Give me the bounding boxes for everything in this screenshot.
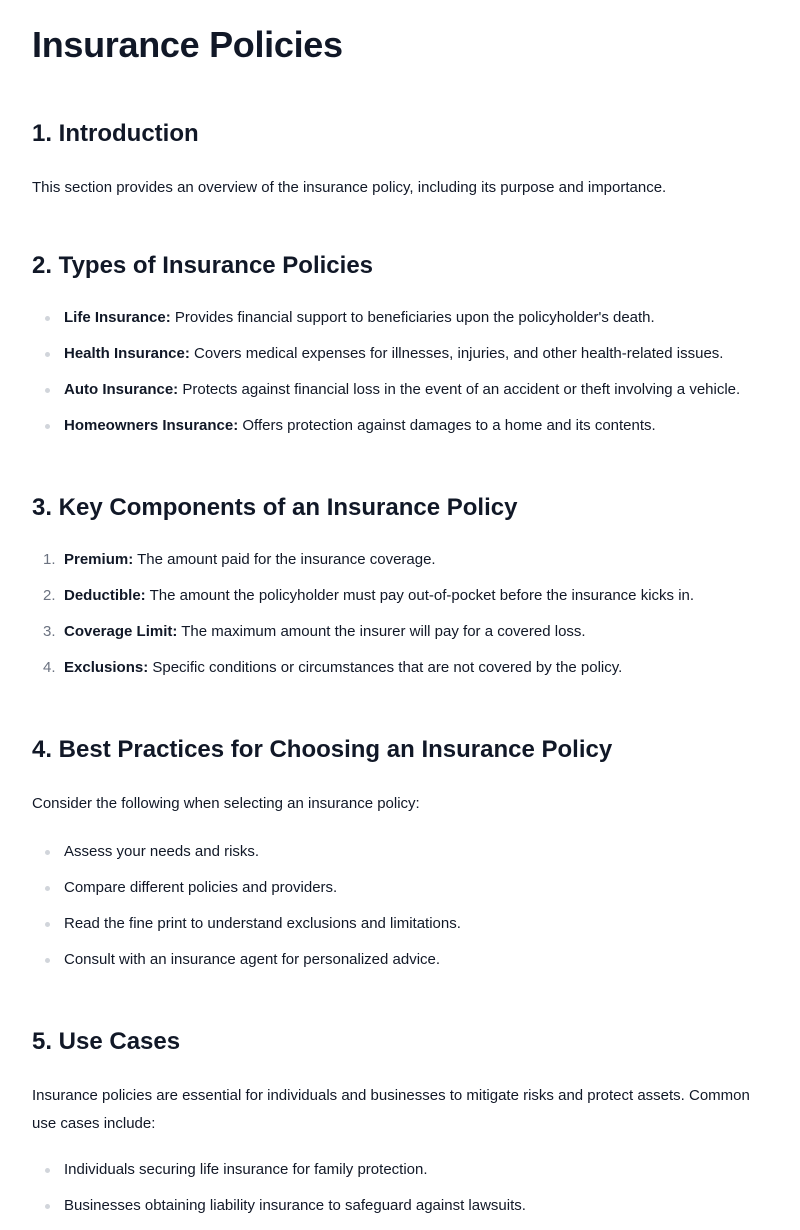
list-item: Read the fine print to understand exclusions and limitations. (32, 912, 768, 948)
list-item (32, 306, 768, 342)
list-item (32, 378, 768, 414)
list-item-number: 1. (43, 551, 56, 568)
list-item-desc: Provides financial support to beneficiaries upon the policyholder's death. (170, 309, 655, 326)
list-item: Individuals securing life insurance for family protection. (32, 1158, 768, 1194)
list-item-desc: The amount the policyholder must pay out-of-pocket before the insurance kicks in. (145, 587, 695, 604)
section-heading-best-practices: 4. Best Practices for Choosing an Insurance Policy (32, 736, 613, 763)
list-item-desc: Specific conditions or circumstances that are not covered by the policy. (148, 659, 623, 676)
list-item-term: Auto Insurance: (64, 381, 179, 398)
list-item-desc: Protects against financial loss in the event of an accident or theft involving a vehicle. (178, 381, 741, 398)
list-item: Consult with an insurance agent for personalized advice. (32, 948, 768, 984)
list-item (32, 584, 768, 620)
list-item-term: Coverage Limit: (64, 623, 178, 640)
list-item-number: 4. (43, 659, 56, 676)
list-item (32, 548, 768, 584)
types-list (32, 306, 768, 450)
list-item-term: Premium: (64, 551, 134, 568)
list-item (32, 620, 768, 656)
best-practices-list (32, 840, 768, 984)
list-item: Assess your needs and risks. (32, 840, 768, 876)
list-item-term: Life Insurance: (64, 309, 171, 326)
list-item: Compare different policies and providers. (32, 876, 768, 912)
introduction-text: This section provides an overview of the insurance policy, including its purpose and importance. (32, 179, 667, 196)
list-item-term: Deductible: (64, 587, 146, 604)
list-item-term: Health Insurance: (64, 345, 190, 362)
section-heading-use-cases: 5. Use Cases (32, 1028, 181, 1055)
list-item-number: 3. (43, 623, 56, 640)
list-item: Businesses obtaining liability insurance to safeguard against lawsuits. (32, 1194, 768, 1230)
list-item-number: 2. (43, 587, 56, 604)
page-title: Insurance Policies (32, 24, 343, 65)
list-item-term: Exclusions: (64, 659, 149, 676)
list-item (32, 656, 768, 692)
list-item-desc: Offers protection against damages to a home and its contents. (238, 417, 656, 434)
components-list (32, 548, 768, 692)
list-item (32, 414, 768, 450)
list-item (32, 342, 768, 378)
section-heading-introduction: 1. Introduction (32, 120, 199, 147)
section-heading-types: 2. Types of Insurance Policies (32, 252, 374, 279)
list-item-desc: The amount paid for the insurance coverage. (133, 551, 436, 568)
list-item-term: Homeowners Insurance: (64, 417, 239, 434)
use-cases-text: Insurance policies are essential for individuals and businesses to mitigate risks and protect assets. Common use cases include: (32, 1087, 750, 1132)
list-item-desc: The maximum amount the insurer will pay for a covered loss. (177, 623, 586, 640)
use-cases-list (32, 1158, 768, 1230)
section-heading-components: 3. Key Components of an Insurance Policy (32, 494, 518, 521)
list-item-desc: Covers medical expenses for illnesses, injuries, and other health-related issues. (189, 345, 724, 362)
best-practices-intro: Consider the following when selecting an insurance policy: (32, 795, 420, 812)
